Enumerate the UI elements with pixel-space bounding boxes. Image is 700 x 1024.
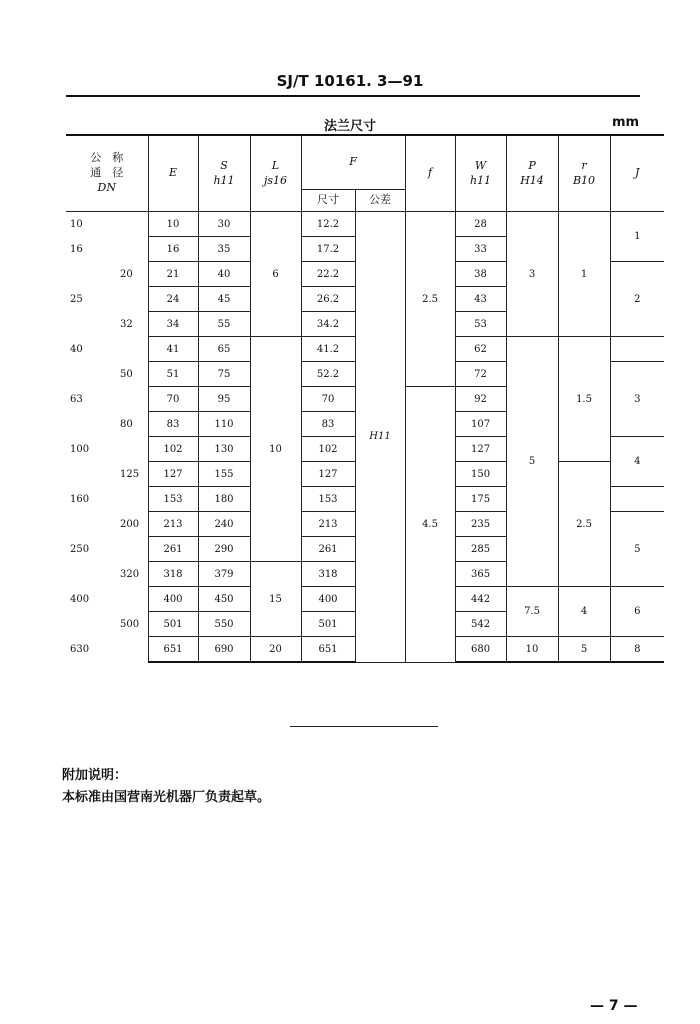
e-cell: 51 (148, 362, 198, 387)
e-cell: 153 (148, 487, 198, 512)
header-e: E (148, 135, 198, 212)
nominal-diameter-cell: 16 (66, 237, 148, 262)
s-cell: 35 (198, 237, 250, 262)
j-cell: 6 (610, 587, 664, 637)
f-size-cell: 318 (301, 562, 355, 587)
e-cell: 501 (148, 612, 198, 637)
e-cell: 127 (148, 462, 198, 487)
e-cell: 318 (148, 562, 198, 587)
nominal-diameter-cell: 320 (66, 562, 148, 587)
f-size-cell: 501 (301, 612, 355, 637)
r-cell: 5 (558, 637, 610, 663)
s-cell: 290 (198, 537, 250, 562)
s-cell: 75 (198, 362, 250, 387)
header-f-tolerance: 公差 (355, 190, 405, 212)
s-cell: 690 (198, 637, 250, 663)
nominal-diameter-cell: 500 (66, 612, 148, 637)
j-cell: 3 (610, 362, 664, 437)
s-cell: 110 (198, 412, 250, 437)
s-cell: 379 (198, 562, 250, 587)
j-cell: 1 (610, 212, 664, 262)
w-cell: 43 (455, 287, 506, 312)
header-l: L js16 (250, 135, 301, 212)
nominal-diameter-cell: 630 (66, 637, 148, 663)
f-size-cell: 70 (301, 387, 355, 412)
e-cell: 24 (148, 287, 198, 312)
r-cell: 2.5 (558, 462, 610, 587)
w-cell: 127 (455, 437, 506, 462)
p-cell: 10 (506, 637, 558, 663)
w-cell: 33 (455, 237, 506, 262)
f-size-cell: 102 (301, 437, 355, 462)
f-small-cell: 2.5 (405, 212, 455, 387)
nominal-diameter-cell: 50 (66, 362, 148, 387)
e-cell: 34 (148, 312, 198, 337)
table-unit: mm (612, 115, 640, 130)
w-cell: 680 (455, 637, 506, 663)
nominal-diameter-cell: 40 (66, 337, 148, 362)
f-tolerance-cell: H11 (355, 212, 405, 663)
w-cell: 107 (455, 412, 506, 437)
header-rule (66, 95, 640, 97)
header-w: W h11 (455, 135, 506, 212)
nominal-diameter-cell: 200 (66, 512, 148, 537)
s-cell: 40 (198, 262, 250, 287)
nominal-diameter-cell: 250 (66, 537, 148, 562)
header-nominal-diameter: 公 称 通 径 DN (66, 135, 148, 212)
j-cell: 5 (610, 512, 664, 587)
s-cell: 130 (198, 437, 250, 462)
e-cell: 261 (148, 537, 198, 562)
f-size-cell: 12.2 (301, 212, 355, 237)
header-j: J (610, 135, 664, 212)
nominal-diameter-cell: 63 (66, 387, 148, 412)
l-cell: 20 (250, 637, 301, 663)
r-cell: 4 (558, 587, 610, 637)
note-heading: 附加说明： (62, 768, 128, 783)
note-body: 本标准由国营南光机器厂负责起草。 (62, 790, 271, 805)
page-number: — 7 — (590, 998, 638, 1014)
f-size-cell: 651 (301, 637, 355, 663)
s-cell: 95 (198, 387, 250, 412)
header-p: P H14 (506, 135, 558, 212)
r-cell: 1 (558, 212, 610, 337)
w-cell: 175 (455, 487, 506, 512)
s-cell: 180 (198, 487, 250, 512)
s-cell: 65 (198, 337, 250, 362)
l-cell: 10 (250, 337, 301, 562)
w-cell: 53 (455, 312, 506, 337)
e-cell: 21 (148, 262, 198, 287)
e-cell: 213 (148, 512, 198, 537)
nominal-diameter-cell: 80 (66, 412, 148, 437)
e-cell: 10 (148, 212, 198, 237)
s-cell: 155 (198, 462, 250, 487)
f-size-cell: 17.2 (301, 237, 355, 262)
s-cell: 45 (198, 287, 250, 312)
j-cell: 4 (610, 437, 664, 487)
s-cell: 55 (198, 312, 250, 337)
f-size-cell: 127 (301, 462, 355, 487)
standard-code: SJ/T 10161. 3—91 (276, 72, 424, 90)
w-cell: 235 (455, 512, 506, 537)
f-size-cell: 261 (301, 537, 355, 562)
e-cell: 41 (148, 337, 198, 362)
f-size-cell: 22.2 (301, 262, 355, 287)
nominal-diameter-cell: 400 (66, 587, 148, 612)
w-cell: 92 (455, 387, 506, 412)
nominal-diameter-cell: 125 (66, 462, 148, 487)
flange-dimension-table (66, 134, 664, 663)
header-f-small: f (405, 135, 455, 212)
header-r: r B10 (558, 135, 610, 212)
e-cell: 651 (148, 637, 198, 663)
w-cell: 72 (455, 362, 506, 387)
e-cell: 70 (148, 387, 198, 412)
w-cell: 28 (455, 212, 506, 237)
p-cell: 3 (506, 212, 558, 337)
f-size-cell: 83 (301, 412, 355, 437)
w-cell: 62 (455, 337, 506, 362)
f-size-cell: 34.2 (301, 312, 355, 337)
nominal-diameter-cell: 10 (66, 212, 148, 237)
f-size-cell: 153 (301, 487, 355, 512)
nominal-diameter-cell: 20 (66, 262, 148, 287)
f-size-cell: 26.2 (301, 287, 355, 312)
l-cell: 6 (250, 212, 301, 337)
e-cell: 16 (148, 237, 198, 262)
w-cell: 542 (455, 612, 506, 637)
f-size-cell: 213 (301, 512, 355, 537)
p-cell: 5 (506, 337, 558, 587)
s-cell: 550 (198, 612, 250, 637)
header-f-size: 尺寸 (301, 190, 355, 212)
f-size-cell: 52.2 (301, 362, 355, 387)
w-cell: 38 (455, 262, 506, 287)
s-cell: 240 (198, 512, 250, 537)
table-title: 法兰尺寸 (323, 119, 376, 134)
table-row (66, 212, 664, 237)
w-cell: 365 (455, 562, 506, 587)
j-cell: 2 (610, 262, 664, 337)
w-cell: 442 (455, 587, 506, 612)
w-cell: 150 (455, 462, 506, 487)
section-divider (290, 726, 438, 727)
nominal-diameter-cell: 32 (66, 312, 148, 337)
f-size-cell: 41.2 (301, 337, 355, 362)
e-cell: 102 (148, 437, 198, 462)
header-s: S h11 (198, 135, 250, 212)
e-cell: 400 (148, 587, 198, 612)
r-cell: 1.5 (558, 337, 610, 462)
f-small-cell: 4.5 (405, 387, 455, 663)
j-cell: 8 (610, 637, 664, 663)
e-cell: 83 (148, 412, 198, 437)
j-cell (610, 337, 664, 362)
nominal-diameter-cell: 100 (66, 437, 148, 462)
j-cell (610, 487, 664, 512)
s-cell: 30 (198, 212, 250, 237)
w-cell: 285 (455, 537, 506, 562)
p-cell: 7.5 (506, 587, 558, 637)
nominal-diameter-cell: 160 (66, 487, 148, 512)
l-cell: 15 (250, 562, 301, 637)
s-cell: 450 (198, 587, 250, 612)
nominal-diameter-cell: 25 (66, 287, 148, 312)
header-f: F (301, 135, 405, 190)
f-size-cell: 400 (301, 587, 355, 612)
